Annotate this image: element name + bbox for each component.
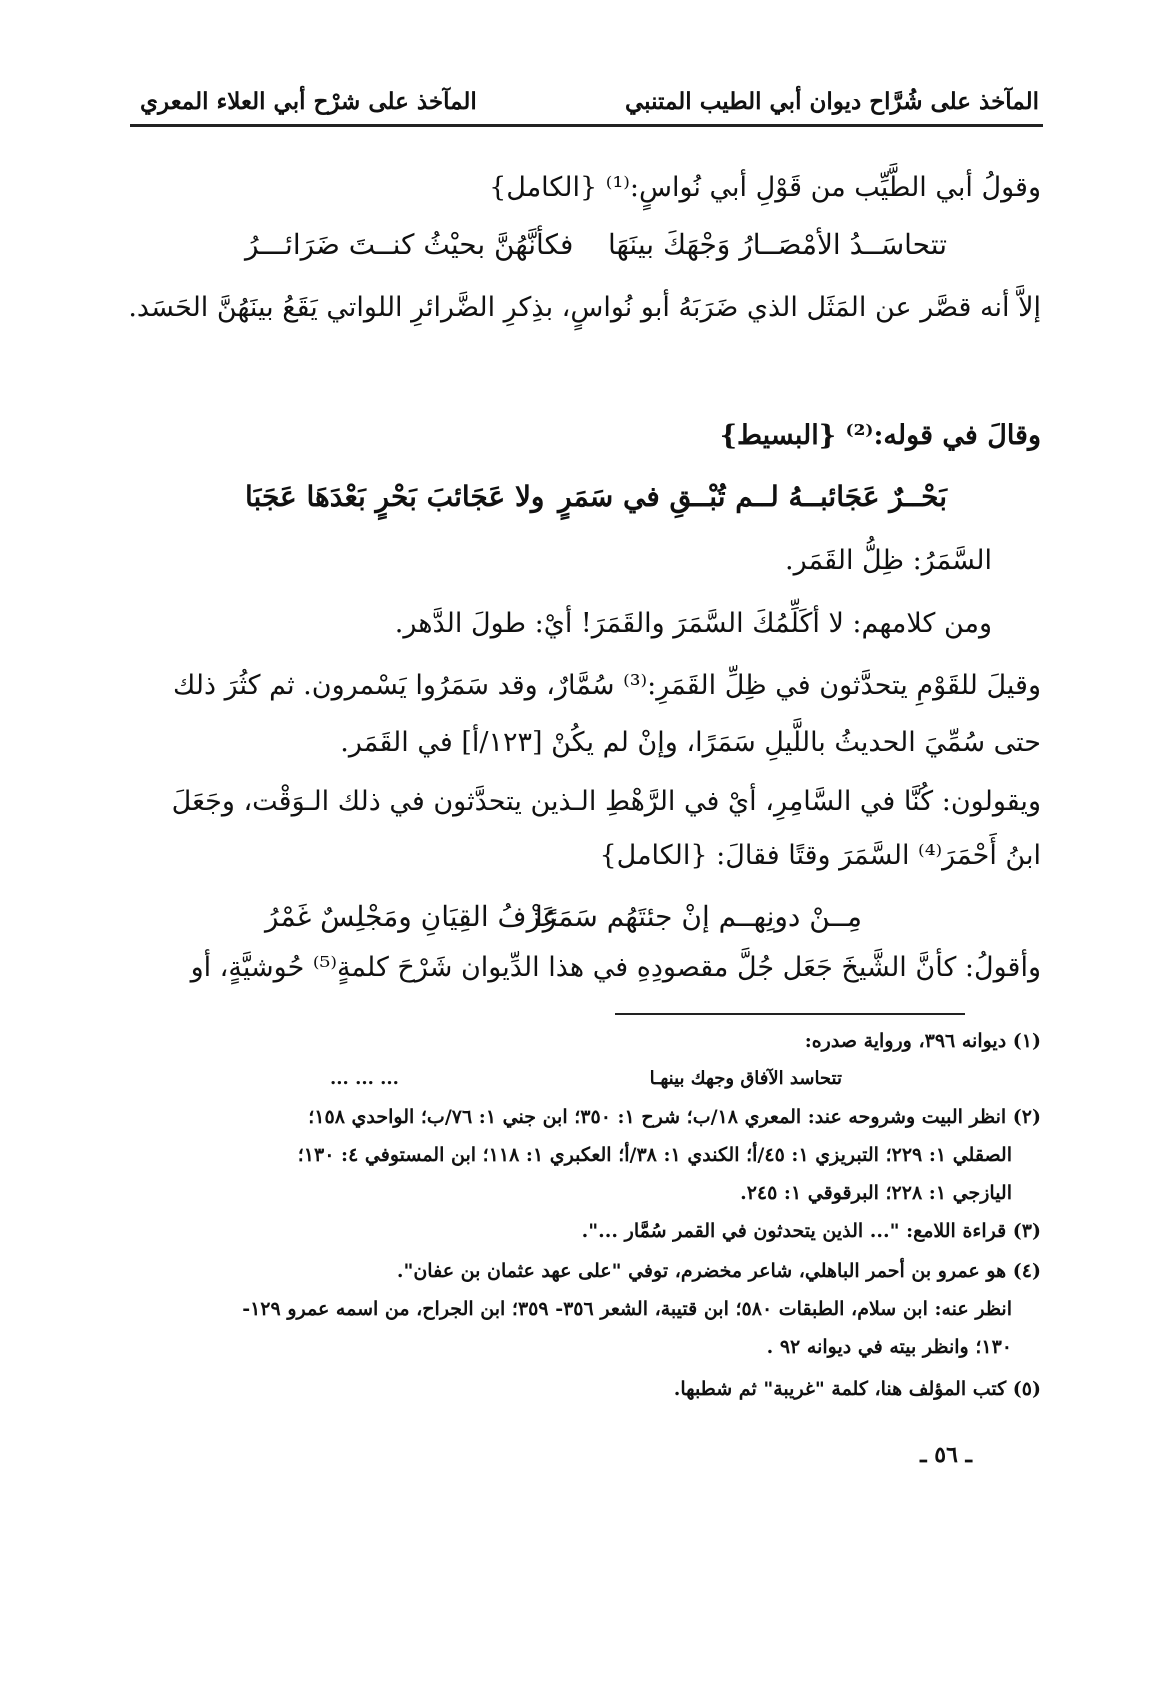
header-rule <box>130 124 1043 127</box>
paragraph1-line2: حتى سُمِّيَ الحديثُ باللَّيلِ سَمَرًا، وإنْ لم يكُنْ [١٢٣/أ] في القَمَر. <box>340 727 1041 758</box>
verse1-first-hemistich: تتحاسَــدُ الأمْصَــارُ وَجْهَكَ بينَهَا <box>607 228 947 261</box>
verse2-second-hemistich: ولا عَجَائبَ بَحْرٍ بَعْدَهَا عَجَبَا <box>245 480 545 513</box>
verse1-second-hemistich: فكأنَّهُنَّ بحيْثُ كنــتَ ضَرَائـــرُ <box>245 228 574 261</box>
footnote-2-line1: (٢) انظر البيت وشروحه عند: المعري ١٨/ب؛ شرح ١: ٣٥٠؛ ابن جني ١: ٧٦/ب؛ الواحدي ١٥٨؛ <box>308 1106 1041 1128</box>
final-paragraph-line: وأقولُ: كأنَّ الشَّيخَ جَعَل جُلَّ مقصودِهِ في هذا الدِّيوان شَرْحَ كلمةٍ⁽⁵⁾ حُوشيَّةٍ، أو <box>190 952 1041 983</box>
paragraph2-line1: ويقولون: كُنَّا في السَّامِرِ، أيْ في الرَّهْطِ الـذين يتحدَّثون في ذلك الـوَقْت، وجَعَلَ <box>171 786 1041 817</box>
running-header-left: المآخذ على شرْح أبي العلاء المعري <box>140 88 477 115</box>
section2-intro: وقالَ في قوله:⁽²⁾ {البسيط} <box>719 420 1041 451</box>
verse3-second-hemistich: عَزْفُ القِيَانِ ومَجْلِسٌ غَمْرُ <box>265 900 559 933</box>
page-number: ـ ٥٦ ـ <box>920 1442 972 1468</box>
footnote-1-verse: تتحاسد الآفاق وجهك بينهـا <box>649 1068 842 1089</box>
footnote-2-line2: الصقلي ١: ٢٢٩؛ التبريزي ١: ٤٥/أ؛ الكندي ١: ٣٨/أ؛ العكبري ١: ١١٨؛ ابن المستوفي ٤: ١٣٠؛ <box>297 1144 1012 1166</box>
speech-line: ومن كلامهم: لا أكَلِّمُكَ السَّمَرَ والقَمَرَ! أيْ: طولَ الدَّهر. <box>394 608 992 639</box>
footnote-rule <box>615 1013 965 1015</box>
section1-comment: إلاَّ أنه قصَّر عن المَثَل الذي ضَرَبَهُ أبو نُواسٍ، بذِكرِ الضَّرائرِ اللواتي يَقَعُ بينَهُنَّ الحَسَد. <box>128 292 1041 323</box>
footnote-3: (٣) قراءة اللامع: "... الذين يتحدثون في القمر سُمَّار ...". <box>581 1220 1041 1242</box>
paragraph2-line2: ابنُ أَحْمَرَ⁽⁴⁾ السَّمَرَ وقتًا فقالَ: {الكامل} <box>599 840 1041 871</box>
footnote-1: (١) ديوانه ٣٩٦، ورواية صدره: <box>804 1030 1041 1052</box>
footnote-4-line3: ١٣٠؛ وانظر بيته في ديوانه ٩٢ . <box>766 1336 1012 1358</box>
footnote-2-line3: اليازجي ١: ٢٢٨؛ البرقوقي ١: ٢٤٥. <box>740 1182 1012 1204</box>
section1-intro: وقولُ أبي الطَّيِّب من قَوْلِ أبي نُواسٍ:⁽¹⁾ {الكامل} <box>489 172 1041 203</box>
footnote-5: (٥) كتب المؤلف هنا، كلمة "غريبة" ثم شطبها. <box>673 1378 1041 1400</box>
running-header-right: المآخذ على شُرَّاح ديوان أبي الطيب المتنبي <box>625 88 1039 115</box>
verse2-first-hemistich: بَحْــرٌ عَجَائبــهُ لــم تُبْــقِ في سَمَرٍ <box>558 480 947 513</box>
footnote-1-ellipsis: ... ... ... <box>330 1068 399 1089</box>
verse3-first-hemistich: مِــنْ دونِهــم إنْ جئتَهُم سَمَرًا <box>534 900 862 933</box>
footnote-4-line1: (٤) هو عمرو بن أحمر الباهلي، شاعر مخضرم، توفي "على عهد عثمان بن عفان". <box>396 1260 1041 1282</box>
gloss-line: السَّمَرُ: ظِلُّ القَمَر. <box>785 545 992 576</box>
paragraph1-line1: وقيلَ للقَوْمِ يتحدَّثون في ظِلِّ القَمَرِ:⁽³⁾ سُمَّارٌ، وقد سَمَرُوا يَسْمرون. ثم كثُرَ ذلك <box>173 670 1041 701</box>
footnote-4-line2: انظر عنه: ابن سلام، الطبقات ٥٨٠؛ ابن قتيبة، الشعر ٣٥٦- ٣٥٩؛ ابن الجراح، من اسمه عمرو ١٢٩- <box>242 1298 1012 1320</box>
